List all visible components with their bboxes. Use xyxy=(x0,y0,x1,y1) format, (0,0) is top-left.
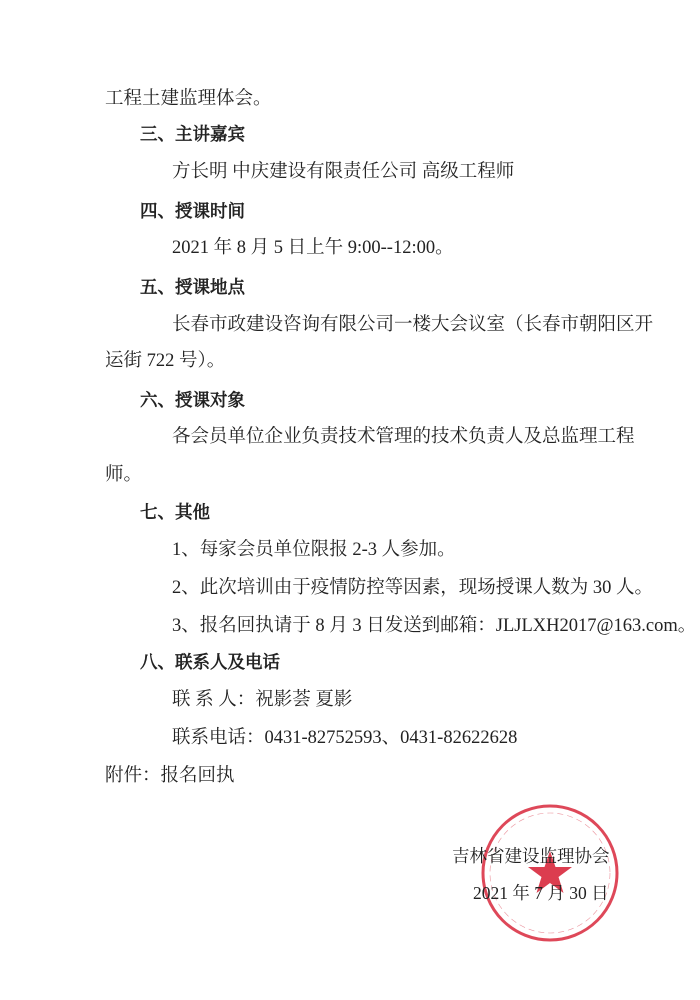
audience-line-2: 师。 xyxy=(105,465,143,485)
signature-org: 吉林省建设监理协会 xyxy=(452,846,610,866)
attachment-note: 附件：报名回执 xyxy=(105,766,235,786)
section-heading-guest: 三、主讲嘉宾 xyxy=(140,125,245,145)
location-line-2: 运街 722 号）。 xyxy=(105,351,226,371)
section-heading-other: 七、其他 xyxy=(140,503,210,523)
section-heading-contact: 八、联系人及电话 xyxy=(140,653,280,673)
contact-person: 联 系 人：祝影荟 夏影 xyxy=(172,690,353,710)
signature-date: 2021 年 7 月 30 日 xyxy=(473,883,609,903)
section-heading-time: 四、授课时间 xyxy=(140,202,245,222)
other-item-1: 1、每家会员单位限报 2-3 人参加。 xyxy=(172,540,456,560)
audience-line-1: 各会员单位企业负责技术管理的技术负责人及总监理工程 xyxy=(172,427,635,447)
section-heading-location: 五、授课地点 xyxy=(140,278,245,298)
intro-tail: 工程土建监理体会。 xyxy=(105,89,272,109)
other-item-3: 3、报名回执请于 8 月 3 日发送到邮箱：JLJLXH2017@163.com。 xyxy=(172,616,697,636)
guest-line: 方长明 中庆建设有限责任公司 高级工程师 xyxy=(172,162,515,182)
section-heading-audience: 六、授课对象 xyxy=(140,391,245,411)
contact-phone: 联系电话：0431-82752593、0431-82622628 xyxy=(172,728,518,748)
official-seal-icon xyxy=(480,803,620,943)
time-line: 2021 年 8 月 5 日上午 9:00--12:00。 xyxy=(172,238,454,258)
other-item-2: 2、此次培训由于疫情防控等因素，现场授课人数为 30 人。 xyxy=(172,578,654,598)
location-line-1: 长春市政建设咨询有限公司一楼大会议室（长春市朝阳区开 xyxy=(172,315,654,335)
